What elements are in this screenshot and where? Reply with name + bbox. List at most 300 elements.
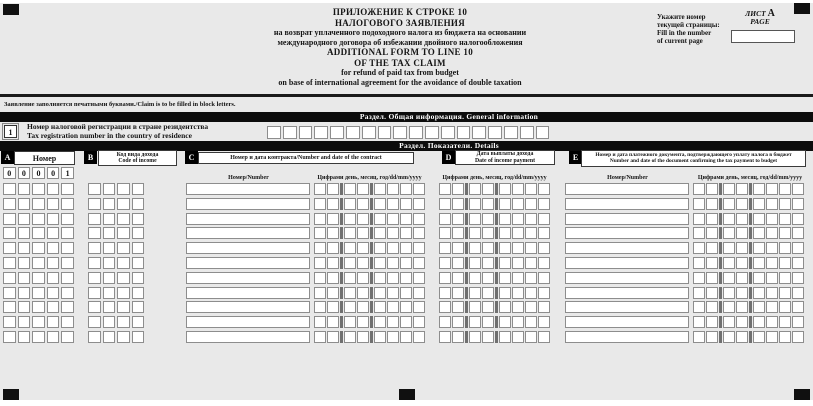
contract-date-cell[interactable] (387, 272, 399, 284)
row-number-cell[interactable] (61, 272, 74, 284)
document-date-cell[interactable] (706, 257, 718, 269)
document-date-cell[interactable] (792, 331, 804, 343)
payment-date-cell[interactable] (452, 301, 464, 313)
payment-date-cell[interactable] (469, 242, 481, 254)
contract-date-cell[interactable] (327, 287, 339, 299)
row-number-cell[interactable] (3, 227, 16, 239)
row-number-cell[interactable] (18, 183, 31, 195)
row-number-cell[interactable] (47, 213, 60, 225)
payment-date-cell[interactable] (499, 272, 511, 284)
row-number-cell[interactable] (61, 198, 74, 210)
row-number-cell[interactable] (61, 287, 74, 299)
contract-date-cell[interactable] (400, 242, 412, 254)
income-code-cell[interactable] (103, 227, 116, 239)
contract-date-cell[interactable] (314, 198, 326, 210)
row-number-cell[interactable] (3, 272, 16, 284)
contract-date-cell[interactable] (327, 301, 339, 313)
payment-date-cell[interactable] (482, 287, 494, 299)
payment-date-cell[interactable] (538, 287, 550, 299)
payment-date-cell[interactable] (482, 227, 494, 239)
payment-date-cell[interactable] (525, 301, 537, 313)
tax-reg-number-cell[interactable] (299, 126, 313, 139)
payment-date-cell[interactable] (482, 301, 494, 313)
payment-date-cell[interactable] (512, 301, 524, 313)
document-number-field[interactable] (565, 257, 689, 269)
document-date-cell[interactable] (723, 227, 735, 239)
document-number-field[interactable] (565, 316, 689, 328)
payment-date-cell[interactable] (469, 183, 481, 195)
payment-date-cell[interactable] (499, 198, 511, 210)
contract-number-field[interactable] (186, 331, 310, 343)
contract-date-cell[interactable] (413, 331, 425, 343)
row-number-cell[interactable] (18, 301, 31, 313)
payment-date-cell[interactable] (538, 272, 550, 284)
payment-date-cell[interactable] (469, 301, 481, 313)
payment-date-cell[interactable] (452, 316, 464, 328)
income-code-cell[interactable] (103, 301, 116, 313)
payment-date-cell[interactable] (512, 213, 524, 225)
income-code-cell[interactable] (132, 272, 145, 284)
income-code-cell[interactable] (88, 301, 101, 313)
contract-number-field[interactable] (186, 257, 310, 269)
income-code-cell[interactable] (88, 183, 101, 195)
contract-date-cell[interactable] (413, 272, 425, 284)
document-date-cell[interactable] (693, 301, 705, 313)
contract-date-cell[interactable] (327, 242, 339, 254)
contract-date-cell[interactable] (357, 301, 369, 313)
contract-date-cell[interactable] (314, 257, 326, 269)
contract-date-cell[interactable] (387, 257, 399, 269)
contract-date-cell[interactable] (314, 213, 326, 225)
contract-date-cell[interactable] (374, 198, 386, 210)
contract-date-cell[interactable] (374, 242, 386, 254)
document-date-cell[interactable] (779, 183, 791, 195)
payment-date-cell[interactable] (499, 287, 511, 299)
income-code-cell[interactable] (117, 331, 130, 343)
contract-date-cell[interactable] (374, 183, 386, 195)
income-code-cell[interactable] (117, 272, 130, 284)
row-number-cell[interactable] (32, 198, 45, 210)
payment-date-cell[interactable] (452, 183, 464, 195)
contract-date-cell[interactable] (344, 272, 356, 284)
payment-date-cell[interactable] (499, 213, 511, 225)
payment-date-cell[interactable] (482, 242, 494, 254)
contract-number-field[interactable] (186, 272, 310, 284)
payment-date-cell[interactable] (512, 257, 524, 269)
row-number-cell[interactable] (32, 242, 45, 254)
document-date-cell[interactable] (723, 301, 735, 313)
contract-date-cell[interactable] (374, 316, 386, 328)
contract-date-cell[interactable] (413, 316, 425, 328)
payment-date-cell[interactable] (512, 316, 524, 328)
contract-number-field[interactable] (186, 242, 310, 254)
document-date-cell[interactable] (753, 242, 765, 254)
payment-date-cell[interactable] (469, 272, 481, 284)
contract-date-cell[interactable] (357, 213, 369, 225)
tax-reg-number-cell[interactable] (409, 126, 423, 139)
page-number-input[interactable] (731, 30, 795, 43)
tax-reg-number-cell[interactable] (267, 126, 281, 139)
payment-date-cell[interactable] (499, 242, 511, 254)
contract-date-cell[interactable] (344, 198, 356, 210)
contract-date-cell[interactable] (387, 242, 399, 254)
document-date-cell[interactable] (779, 316, 791, 328)
payment-date-cell[interactable] (525, 242, 537, 254)
contract-date-cell[interactable] (387, 213, 399, 225)
contract-date-cell[interactable] (387, 227, 399, 239)
income-code-cell[interactable] (117, 198, 130, 210)
contract-date-cell[interactable] (327, 257, 339, 269)
payment-date-cell[interactable] (452, 227, 464, 239)
document-date-cell[interactable] (753, 183, 765, 195)
contract-number-field[interactable] (186, 227, 310, 239)
document-number-field[interactable] (565, 242, 689, 254)
contract-date-cell[interactable] (400, 272, 412, 284)
tax-reg-number-cell[interactable] (314, 126, 328, 139)
document-date-cell[interactable] (723, 272, 735, 284)
contract-date-cell[interactable] (400, 213, 412, 225)
document-date-cell[interactable] (693, 198, 705, 210)
income-code-cell[interactable] (132, 242, 145, 254)
row-number-cell[interactable] (3, 242, 16, 254)
document-date-cell[interactable] (723, 287, 735, 299)
document-date-cell[interactable] (792, 272, 804, 284)
document-date-cell[interactable] (779, 287, 791, 299)
contract-date-cell[interactable] (344, 287, 356, 299)
payment-date-cell[interactable] (469, 316, 481, 328)
row-number-cell[interactable] (47, 301, 60, 313)
row-number-cell[interactable] (32, 227, 45, 239)
tax-reg-number-cell[interactable] (283, 126, 297, 139)
contract-date-cell[interactable] (327, 198, 339, 210)
payment-date-cell[interactable] (439, 198, 451, 210)
document-date-cell[interactable] (779, 213, 791, 225)
contract-date-cell[interactable] (374, 227, 386, 239)
row-number-cell[interactable] (61, 213, 74, 225)
document-date-cell[interactable] (766, 227, 778, 239)
contract-number-field[interactable] (186, 301, 310, 313)
document-number-field[interactable] (565, 287, 689, 299)
tax-reg-number-cell[interactable] (488, 126, 502, 139)
document-date-cell[interactable] (792, 198, 804, 210)
income-code-cell[interactable] (88, 331, 101, 343)
contract-date-cell[interactable] (387, 287, 399, 299)
tax-reg-number-cell[interactable] (441, 126, 455, 139)
contract-date-cell[interactable] (374, 272, 386, 284)
document-date-cell[interactable] (706, 183, 718, 195)
row-number-cell[interactable] (3, 198, 16, 210)
row-number-cell[interactable] (47, 287, 60, 299)
document-date-cell[interactable] (779, 272, 791, 284)
contract-date-cell[interactable] (374, 257, 386, 269)
document-date-cell[interactable] (779, 227, 791, 239)
contract-date-cell[interactable] (357, 316, 369, 328)
document-date-cell[interactable] (766, 272, 778, 284)
tax-reg-number-cell[interactable] (472, 126, 486, 139)
document-number-field[interactable] (565, 331, 689, 343)
income-code-cell[interactable] (103, 198, 116, 210)
row-number-cell[interactable] (61, 227, 74, 239)
income-code-cell[interactable] (132, 257, 145, 269)
contract-date-cell[interactable] (314, 272, 326, 284)
contract-date-cell[interactable] (400, 257, 412, 269)
row-number-cell[interactable] (18, 272, 31, 284)
income-code-cell[interactable] (103, 287, 116, 299)
document-date-cell[interactable] (766, 183, 778, 195)
income-code-cell[interactable] (117, 213, 130, 225)
document-date-cell[interactable] (723, 213, 735, 225)
payment-date-cell[interactable] (469, 213, 481, 225)
document-date-cell[interactable] (706, 227, 718, 239)
payment-date-cell[interactable] (538, 257, 550, 269)
contract-date-cell[interactable] (413, 287, 425, 299)
payment-date-cell[interactable] (439, 316, 451, 328)
contract-number-field[interactable] (186, 213, 310, 225)
contract-number-field[interactable] (186, 316, 310, 328)
payment-date-cell[interactable] (525, 183, 537, 195)
document-date-cell[interactable] (766, 316, 778, 328)
document-date-cell[interactable] (792, 287, 804, 299)
row-number-cell[interactable] (18, 227, 31, 239)
income-code-cell[interactable] (132, 183, 145, 195)
document-date-cell[interactable] (736, 301, 748, 313)
payment-date-cell[interactable] (538, 198, 550, 210)
document-date-cell[interactable] (766, 198, 778, 210)
contract-date-cell[interactable] (327, 213, 339, 225)
payment-date-cell[interactable] (452, 242, 464, 254)
contract-date-cell[interactable] (344, 242, 356, 254)
row-number-cell[interactable] (61, 242, 74, 254)
document-date-cell[interactable] (792, 213, 804, 225)
contract-date-cell[interactable] (400, 227, 412, 239)
contract-date-cell[interactable] (314, 287, 326, 299)
document-date-cell[interactable] (753, 316, 765, 328)
document-date-cell[interactable] (779, 242, 791, 254)
document-date-cell[interactable] (792, 301, 804, 313)
contract-date-cell[interactable] (314, 301, 326, 313)
document-date-cell[interactable] (792, 227, 804, 239)
row-number-cell[interactable] (18, 242, 31, 254)
document-date-cell[interactable] (706, 272, 718, 284)
contract-date-cell[interactable] (344, 331, 356, 343)
payment-date-cell[interactable] (525, 227, 537, 239)
document-date-cell[interactable] (779, 331, 791, 343)
payment-date-cell[interactable] (482, 316, 494, 328)
document-date-cell[interactable] (766, 213, 778, 225)
row-number-cell[interactable] (18, 331, 31, 343)
document-number-field[interactable] (565, 227, 689, 239)
document-date-cell[interactable] (753, 301, 765, 313)
tax-reg-number-cell[interactable] (362, 126, 376, 139)
payment-date-cell[interactable] (499, 316, 511, 328)
contract-date-cell[interactable] (327, 316, 339, 328)
document-date-cell[interactable] (779, 198, 791, 210)
row-number-cell[interactable] (32, 213, 45, 225)
contract-date-cell[interactable] (400, 287, 412, 299)
contract-date-cell[interactable] (327, 183, 339, 195)
document-date-cell[interactable] (736, 287, 748, 299)
payment-date-cell[interactable] (538, 183, 550, 195)
payment-date-cell[interactable] (439, 213, 451, 225)
payment-date-cell[interactable] (439, 183, 451, 195)
income-code-cell[interactable] (117, 183, 130, 195)
document-date-cell[interactable] (723, 316, 735, 328)
document-date-cell[interactable] (693, 316, 705, 328)
row-number-cell[interactable] (3, 316, 16, 328)
document-date-cell[interactable] (706, 287, 718, 299)
payment-date-cell[interactable] (538, 213, 550, 225)
document-number-field[interactable] (565, 198, 689, 210)
income-code-cell[interactable] (88, 287, 101, 299)
document-date-cell[interactable] (766, 257, 778, 269)
contract-date-cell[interactable] (400, 198, 412, 210)
document-date-cell[interactable] (792, 316, 804, 328)
income-code-cell[interactable] (88, 316, 101, 328)
contract-date-cell[interactable] (387, 183, 399, 195)
payment-date-cell[interactable] (469, 227, 481, 239)
contract-date-cell[interactable] (344, 213, 356, 225)
payment-date-cell[interactable] (482, 272, 494, 284)
payment-date-cell[interactable] (452, 213, 464, 225)
contract-date-cell[interactable] (413, 301, 425, 313)
tax-reg-number-cell[interactable] (504, 126, 518, 139)
row-number-cell[interactable] (32, 183, 45, 195)
row-number-cell[interactable] (3, 287, 16, 299)
row-number-cell[interactable] (3, 331, 16, 343)
row-number-cell[interactable] (47, 272, 60, 284)
payment-date-cell[interactable] (439, 301, 451, 313)
contract-date-cell[interactable] (374, 301, 386, 313)
income-code-cell[interactable] (88, 227, 101, 239)
contract-date-cell[interactable] (374, 287, 386, 299)
income-code-cell[interactable] (132, 287, 145, 299)
income-code-cell[interactable] (88, 272, 101, 284)
contract-date-cell[interactable] (344, 301, 356, 313)
document-date-cell[interactable] (723, 257, 735, 269)
income-code-cell[interactable] (103, 183, 116, 195)
payment-date-cell[interactable] (499, 227, 511, 239)
contract-date-cell[interactable] (344, 183, 356, 195)
contract-date-cell[interactable] (327, 331, 339, 343)
payment-date-cell[interactable] (439, 227, 451, 239)
document-date-cell[interactable] (706, 242, 718, 254)
payment-date-cell[interactable] (499, 183, 511, 195)
row-number-cell[interactable] (47, 183, 60, 195)
document-date-cell[interactable] (693, 272, 705, 284)
income-code-cell[interactable] (132, 198, 145, 210)
document-date-cell[interactable] (792, 242, 804, 254)
contract-date-cell[interactable] (413, 257, 425, 269)
payment-date-cell[interactable] (499, 301, 511, 313)
document-date-cell[interactable] (779, 257, 791, 269)
payment-date-cell[interactable] (439, 257, 451, 269)
payment-date-cell[interactable] (538, 301, 550, 313)
document-date-cell[interactable] (693, 287, 705, 299)
income-code-cell[interactable] (132, 213, 145, 225)
income-code-cell[interactable] (117, 316, 130, 328)
document-date-cell[interactable] (753, 272, 765, 284)
payment-date-cell[interactable] (525, 198, 537, 210)
document-date-cell[interactable] (693, 331, 705, 343)
payment-date-cell[interactable] (499, 331, 511, 343)
document-date-cell[interactable] (766, 242, 778, 254)
row-number-cell[interactable] (18, 198, 31, 210)
document-date-cell[interactable] (736, 331, 748, 343)
document-date-cell[interactable] (736, 272, 748, 284)
row-number-cell[interactable] (32, 287, 45, 299)
document-date-cell[interactable] (723, 331, 735, 343)
document-date-cell[interactable] (766, 287, 778, 299)
income-code-cell[interactable] (103, 272, 116, 284)
row-number-cell[interactable] (3, 301, 16, 313)
tax-reg-number-cell[interactable] (346, 126, 360, 139)
income-code-cell[interactable] (117, 287, 130, 299)
document-date-cell[interactable] (753, 331, 765, 343)
payment-date-cell[interactable] (439, 287, 451, 299)
tax-reg-number-cell[interactable] (378, 126, 392, 139)
contract-date-cell[interactable] (387, 301, 399, 313)
payment-date-cell[interactable] (525, 257, 537, 269)
payment-date-cell[interactable] (525, 213, 537, 225)
payment-date-cell[interactable] (525, 287, 537, 299)
tax-reg-number-cell[interactable] (457, 126, 471, 139)
contract-number-field[interactable] (186, 287, 310, 299)
contract-date-cell[interactable] (344, 257, 356, 269)
row-number-cell[interactable] (47, 198, 60, 210)
document-date-cell[interactable] (753, 287, 765, 299)
document-date-cell[interactable] (766, 331, 778, 343)
tax-reg-number-cell[interactable] (393, 126, 407, 139)
row-number-cell[interactable] (32, 331, 45, 343)
row-number-cell[interactable] (61, 183, 74, 195)
income-code-cell[interactable] (117, 227, 130, 239)
contract-date-cell[interactable] (374, 213, 386, 225)
payment-date-cell[interactable] (482, 198, 494, 210)
payment-date-cell[interactable] (512, 198, 524, 210)
row-number-cell[interactable] (18, 316, 31, 328)
contract-date-cell[interactable] (314, 227, 326, 239)
document-date-cell[interactable] (693, 242, 705, 254)
contract-number-field[interactable] (186, 183, 310, 195)
document-number-field[interactable] (565, 183, 689, 195)
document-date-cell[interactable] (792, 257, 804, 269)
tax-reg-number-cell[interactable] (425, 126, 439, 139)
contract-date-cell[interactable] (400, 331, 412, 343)
income-code-cell[interactable] (103, 257, 116, 269)
contract-date-cell[interactable] (357, 272, 369, 284)
row-number-cell[interactable] (32, 301, 45, 313)
income-code-cell[interactable] (88, 198, 101, 210)
contract-date-cell[interactable] (413, 242, 425, 254)
payment-date-cell[interactable] (482, 331, 494, 343)
contract-date-cell[interactable] (400, 183, 412, 195)
contract-date-cell[interactable] (387, 316, 399, 328)
payment-date-cell[interactable] (525, 316, 537, 328)
payment-date-cell[interactable] (469, 287, 481, 299)
row-number-cell[interactable] (47, 227, 60, 239)
payment-date-cell[interactable] (439, 242, 451, 254)
payment-date-cell[interactable] (512, 242, 524, 254)
income-code-cell[interactable] (132, 227, 145, 239)
contract-date-cell[interactable] (374, 331, 386, 343)
contract-date-cell[interactable] (357, 242, 369, 254)
contract-date-cell[interactable] (413, 183, 425, 195)
tax-reg-number-cell[interactable] (536, 126, 550, 139)
payment-date-cell[interactable] (525, 331, 537, 343)
row-number-cell[interactable] (32, 316, 45, 328)
document-date-cell[interactable] (693, 183, 705, 195)
contract-date-cell[interactable] (413, 227, 425, 239)
